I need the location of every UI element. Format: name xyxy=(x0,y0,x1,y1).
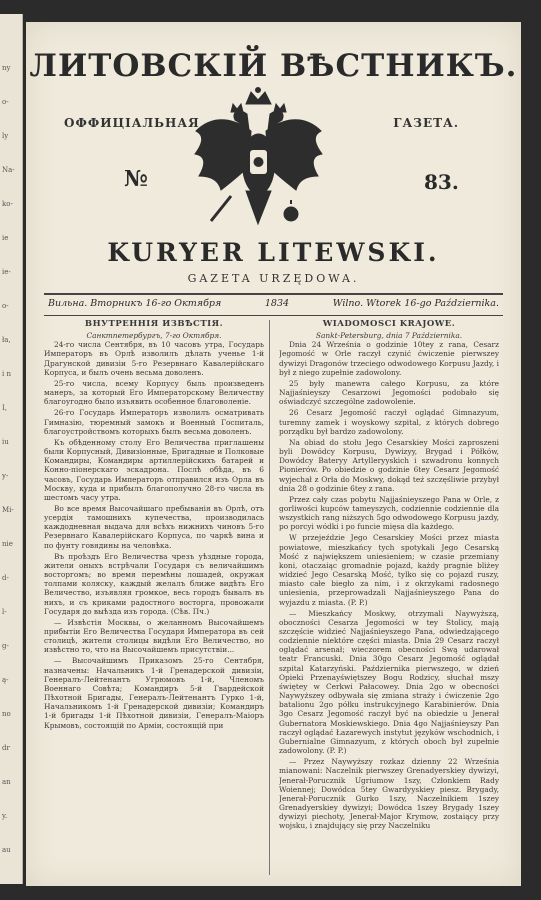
newspaper-page xyxy=(26,22,521,886)
dateline-year: 1834 xyxy=(264,298,290,309)
article-paragraph: — Przez Naywyższy rozkaz dzienny 22 Września mianowani: Naczelnik pierwszey Grenadyerskiey dywizyi, Jenerał-Porucznik Ugriumow 1szy, Członkiem Rady Woiennej; Dowódca 5tey Gwardyyskiey piesz. Brygady, Jenerał-Porucznik Gurko 1szy, Naczelnikiem 1szey Grenadyerskiey dywizyi; Dowódca 1szey Brygady 1szey dywizyi piechoty, Jenerał-Major Krymow, zostaiący przy wojsku, i znajdujący się przy Naczelniku xyxy=(279,757,499,831)
previous-page-fragment: ny xyxy=(2,64,11,72)
previous-page-fragment: nie xyxy=(2,540,13,548)
previous-page-fragment: au xyxy=(2,846,11,854)
article-paragraph: Во все время Высочайшаго пребыванія въ Орлѣ, отъ усердія тамошнихъ купечества, производилась каждодневная выдача для всѣхъ нижнихъ чиновъ 5-го Резервнаго Кавалерійскаго Корпуса, по чаркѣ вина и по фунту говядины на человѣка. xyxy=(44,503,264,550)
masthead-rule-top xyxy=(44,293,503,295)
article-paragraph: — Mieszkańcy Moskwy, otrzymali Naywyższą, oboczności Cesarza Jegomości w tey Stolicy, mają szczęście widzieć Najjaśnieyszego Pana, odwiedzającego codziennie niektóre części miasta. Dnia 29 Cesarz raczył oglądać arsenał; wieczorem obecności Swą udarował teatr Francuski. Dnia 30go Cesarz Jegomość oglądał szpital Katarzyński. Października pierwszego, w dzień Opieki Przenayświętszey Bogu Rodzicy, słuchał mszy świętey w Cerkwi Pałacowey. Dnia 2go w obecności Naywyższey odbywała się zmiana straży i ćwiczenie 2go batalionu 2go półku instrukcyjnego Karabinierów. Dnia 3go Cesarz Jegomość raczył być na obiedzie u Jenerał Gubernatora Moskiewskiego. Dnia 4go Najjaśnieyszy Pan raczył oglądać Łazarewych instytut języków wschodnich, i Gubernialne Gimnazyum, z których oboch był zupełnie zadowolony. (P. P.) xyxy=(279,608,499,756)
previous-page-fragment: Na- xyxy=(2,166,15,174)
article-paragraph: 25-го числа, всему Корпусу быль произведенъ манеръ, за который Его Императорскому Величеству благоугодно было изъявить особенное благоволеніе. xyxy=(44,378,264,407)
previous-page-fragment: iu xyxy=(2,438,9,446)
previous-page-edge xyxy=(0,14,23,884)
double-headed-eagle-emblem xyxy=(191,86,326,236)
official-label-left: ОФФИЦІАЛЬНАЯ xyxy=(64,116,200,130)
previous-page-fragment: o- xyxy=(2,302,9,310)
issue-number-label: № xyxy=(124,166,148,192)
previous-page-fragment: dr xyxy=(2,744,10,752)
article-paragraph: 26-го Государь Императоръ изволилъ осматривать Гимназію, тюремный замокъ и Военный Госпиталь, благоустройствомъ которыхъ былъ весьма доволенъ. xyxy=(44,408,264,436)
previous-page-fragment: d- xyxy=(2,574,9,582)
article-paragraph: Przez cały czas pobytu Najjaśnieyszego Pana w Orle, z gorliwości kupców tameyszych, codziennie codziennie dla wszystkich rang niższych 5go odwodowego Korpusu jazdy, po porcyi wódki i po funcie mięsa dla każdego. xyxy=(279,494,499,532)
dateline-polish: Wilno. Wtorek 16-go Października. xyxy=(332,298,499,309)
article-dateline-polish: Sankt-Petersburg, dnia 7 Października. xyxy=(315,331,463,341)
issue-number-value: 83. xyxy=(424,170,459,194)
article-paragraph: — Высочайшимъ Приказомъ 25-го Сентября, назначены: Начальникъ 1-й Гренадерской дивизіи, Генералъ-Лейтенантъ Угрюмовъ 1-й, Членомъ Военнаго Совѣта; Командиръ 5-й Гвардейской Пѣхотной Бригады, Генералъ-Лейтенантъ Гурко 1-й, Начальникомъ 1-й Гренадерской дивизіи; Командиръ 1-й бригады 1-й Пѣхотной дивизіи, Генералъ-Маіоръ Крымовъ, состоящій по Арміи, состоящій при xyxy=(44,656,264,730)
previous-page-fragment: y- xyxy=(2,472,9,480)
column-heading-polish: WIADOMOŚCI KRAJOWE. xyxy=(322,320,456,329)
masthead-title-russian: ЛИТОВСКІЙ ВѢСТНИКЪ. xyxy=(29,48,518,84)
previous-page-fragment: an xyxy=(2,778,11,786)
previous-page-fragment: g- xyxy=(2,642,9,650)
article-paragraph: 26 Cesarz Jegomość raczył oglądać Gimnazyum, turemny zamek i woyskowy szpital, z których dobrego porządku był bardzo zadowolony. xyxy=(279,408,499,436)
previous-page-fragment: ą- xyxy=(2,676,9,684)
article-paragraph: Dnia 24 Września o godzinie 10tey z rana, Cesarz Jegomość w Orle raczył czynić ćwiczenie pierwszey dywizyi Dragonów trzeciego odwodowego Korpusu Jazdy, i był z niego zupełnie zadowolony. xyxy=(279,340,499,377)
previous-page-fragment: I, xyxy=(2,404,7,412)
official-label-right: ГАЗЕТА. xyxy=(393,116,459,130)
column-heading-russian: ВНУТРЕННІЯ ИЗВѢСТІЯ. xyxy=(84,320,224,329)
previous-page-fragment: ko- xyxy=(2,200,13,208)
masthead-rule-bottom xyxy=(44,315,503,316)
article-paragraph: — Извѣстія Москвы, о желанномъ Высочайшемъ прибытіи Его Величества Государя Императора въ сей столицѣ, жители столицы видѣли Его Величество, но извѣстно то, что на Высочайшемъ присутствіи... xyxy=(44,617,264,655)
article-paragraph: Къ обѣденному столу Его Величества приглашены были Корпусный, Дивизіонные, Бригадные и Полковые Командиры, Командиры артиллерійскихъ батарей и Конно-піонерскаго эскадрона. Послѣ обѣда, въ 6 часовъ, Государь Императоръ отправился изъ Орла въ Москву, куда и прибылъ благополучно 28-го числа въ шестомъ часу утра. xyxy=(44,437,264,502)
article-paragraph: 24-го числа Сентября, въ 10 часовъ утра, Государь Императоръ въ Орлѣ изволилъ дѣлать ученье 1-й Драгунской дивизіи 5-го Резервнаго Кавалерійскаго Корпуса, и былъ очень весьма доволенъ. xyxy=(44,340,264,377)
previous-page-fragment: i n xyxy=(2,370,11,378)
previous-page-fragment: no xyxy=(2,710,11,718)
article-dateline-russian: Санктпетербургъ, 7-го Октября. xyxy=(86,331,222,341)
column-polish xyxy=(279,320,499,880)
previous-page-fragment: y. xyxy=(2,812,8,820)
previous-page-fragment: o- xyxy=(2,98,9,106)
article-body-russian xyxy=(44,340,264,729)
article-paragraph: Na obiad do stołu Jego Cesarskiey Mości zaproszeni byli Dowódcy Korpusu, Dywizyy, Brygad i Półków, Dowódcy Bateryy Artylleryyskich i szwadronu konnych Pionierów. Po obiedzie o godzinie 6tey Cesarz Jegomość wyjechał z Orła do Moskwy, dokąd też szczęśliwie przybył dnia 28 o godzinie 6tey z rana. xyxy=(279,437,499,493)
article-paragraph: W przejeździe Jego Cesarskiey Mości przez miasta powiatowe, mieszkańcy tych spotykali Jego Cesarską Mość z największem uniesieniem; w czasie przemiany koni, otaczaiąc gromadnie pojazd, każdy pragnie bliżey widzieć Jego Cesarską Mość, tylko się co pojazd ruszy, miasto całe biegło za nim, i z okrzykami radosnego uniesienia, przeprowadzali Najjaśnieyszego Pana do wyjazdu z miasta. (P. P.) xyxy=(279,533,499,607)
dateline-russian: Вильна. Вторникъ 16-го Октября xyxy=(48,298,222,309)
article-paragraph: 25 były manewra całego Korpusu, za które Najjaśnieyszy Cesarzowi Jegomości podobało się oświadczyć szczególne zadowolenie. xyxy=(279,378,499,407)
previous-page-fragment: ly xyxy=(2,132,9,140)
column-russian xyxy=(44,320,264,880)
previous-page-fragment: Mi- xyxy=(2,506,14,514)
column-divider xyxy=(269,320,270,875)
previous-page-fragment: ła, xyxy=(2,336,11,344)
previous-page-fragment: l- xyxy=(2,608,7,616)
article-body-polish xyxy=(279,340,499,830)
previous-page-fragment: ie xyxy=(2,234,9,242)
masthead-subtitle-polish: GAZETA URZĘDOWA. xyxy=(187,272,360,285)
issue-dateline xyxy=(48,298,499,309)
masthead-title-polish: KURYER LITEWSKI. xyxy=(107,238,440,267)
article-paragraph: Въ проѣздъ Его Величества чрезъ уѣздные города, жители оныхъ встрѣчали Государя съ величайшимъ восторгомъ; во время перемѣны лошадей, окружая толпами коляску, каждый желалъ ближе видѣть Его Величество, изъявляя громкое, весь городъ бывалъ въ нихъ, и съ криками радостного восторга, провожали Государя до выѣзда изъ города. (Сѣв. Пч.) xyxy=(44,551,264,616)
previous-page-fragment: ie- xyxy=(2,268,11,276)
